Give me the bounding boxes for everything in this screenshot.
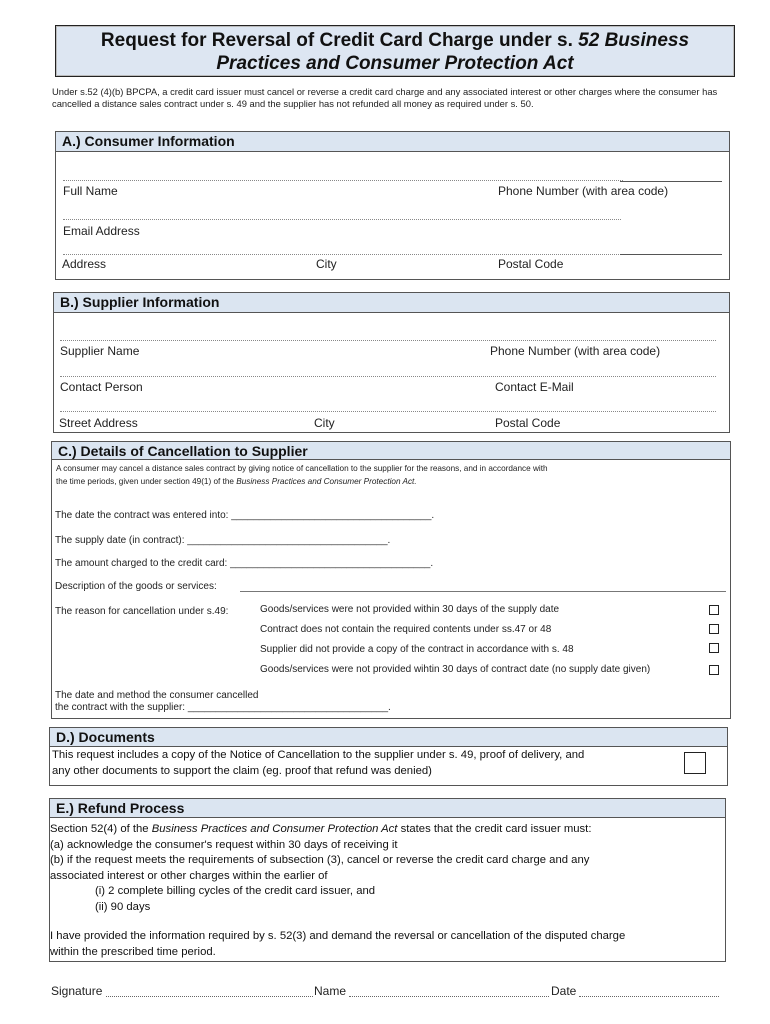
section-b-heading: B.) Supplier Information	[53, 292, 730, 313]
supplier-city-label: City	[314, 416, 335, 430]
amount-charged-field[interactable]: The amount charged to the credit card: ____________________________________.	[55, 558, 434, 569]
form-title-line1: Request for Reversal of Credit Card Charge under s. 52 Business	[100, 30, 690, 51]
consumer-city-label: City	[316, 257, 337, 271]
reason-3-label: Supplier did not provide a copy of the contract in accordance with s. 48	[260, 644, 574, 655]
reason-4-checkbox[interactable]	[709, 665, 719, 675]
name-input-line[interactable]	[349, 996, 549, 997]
reason-3-checkbox[interactable]	[709, 643, 719, 653]
cancellation-method-field[interactable]: The date and method the consumer cancelled the contract with the supplier: ____________________________________.	[55, 690, 391, 713]
reason-2-checkbox[interactable]	[709, 624, 719, 634]
email-label: Email Address	[63, 224, 140, 238]
form-title-box	[55, 25, 735, 77]
intro-text: Under s.52 (4)(b) BPCPA, a credit card issuer must cancel or reverse a credit card charge and any associated interest or other charges where the consumer has cancelled a distance sales contract under s. 49 and the supplier has not refunded all money as required under s. 50.	[52, 86, 718, 109]
refund-process-text: Section 52(4) of the Business Practices and Consumer Protection Act states that the credit card issuer must: (a) acknowledge the consumer's request within 30 days of receiving it (b) if the request meets the requirements of subsection (3), cancel or reverse the credit card charge and any associated interest or other charges within the earlier of (i) 2 complete billing cycles of the credit card issuer, and (ii) 90 days	[50, 823, 592, 913]
supplier-phone-label: Phone Number (with area code)	[490, 344, 661, 358]
signature-input-line[interactable]	[106, 996, 313, 997]
contact-email-label: Contact E-Mail	[495, 380, 574, 394]
consumer-postal-label: Postal Code	[498, 257, 564, 271]
description-label: Description of the goods or services:	[55, 581, 217, 592]
supplier-postal-label: Postal Code	[495, 416, 561, 430]
contact-person-label: Contact Person	[60, 380, 143, 394]
documents-text: This request includes a copy of the Notice of Cancellation to the supplier under s. 49, proof of delivery, and any other documents to support the claim (eg. proof that refund was denied)	[52, 749, 585, 777]
section-d-heading: D.) Documents	[49, 727, 728, 747]
date-input-line[interactable]	[579, 996, 719, 997]
reason-1-checkbox[interactable]	[709, 605, 719, 615]
section-b-body	[53, 313, 730, 433]
consumer-address-label: Address	[62, 257, 107, 271]
full-name-label: Full Name	[63, 184, 118, 198]
reason-4-label: Goods/services were not provided wihtin 30 days of contract date (no supply date given)	[260, 664, 651, 675]
reason-1-label: Goods/services were not provided within 30 days of the supply date	[260, 604, 560, 615]
date-label: Date	[551, 984, 577, 998]
cancellation-note: A consumer may cancel a distance sales contract by giving notice of cancellation to the supplier for the reasons, and in accordance with the time periods, given under section 49(1) of the Business Practices and Consumer Protection Act.	[56, 464, 548, 486]
section-e-heading: E.) Refund Process	[49, 798, 726, 818]
consumer-phone-label: Phone Number (with area code)	[498, 184, 669, 198]
name-label: Name	[314, 984, 347, 998]
section-a-heading: A.) Consumer Information	[55, 131, 730, 152]
reason-label: The reason for cancellation under s.49:	[55, 606, 229, 617]
supply-date-field[interactable]: The supply date (in contract): ____________________________________.	[55, 535, 391, 546]
description-input-line[interactable]	[240, 591, 726, 592]
form-title-line2: Practices and Consumer Protection Act	[216, 53, 574, 74]
section-a-body	[55, 152, 730, 280]
signature-label: Signature	[51, 984, 103, 998]
section-c-heading: C.) Details of Cancellation to Supplier	[51, 441, 731, 460]
demand-text: I have provided the information required by s. 52(3) and demand the reversal or cancellation of the disputed charge within the prescribed time period.	[50, 930, 626, 958]
street-address-label: Street Address	[59, 416, 138, 430]
documents-checkbox[interactable]	[684, 752, 706, 774]
contract-date-field[interactable]: The date the contract was entered into: ____________________________________.	[55, 510, 435, 521]
supplier-name-label: Supplier Name	[60, 344, 140, 358]
reason-2-label: Contract does not contain the required contents under ss.47 or 48	[260, 624, 552, 635]
